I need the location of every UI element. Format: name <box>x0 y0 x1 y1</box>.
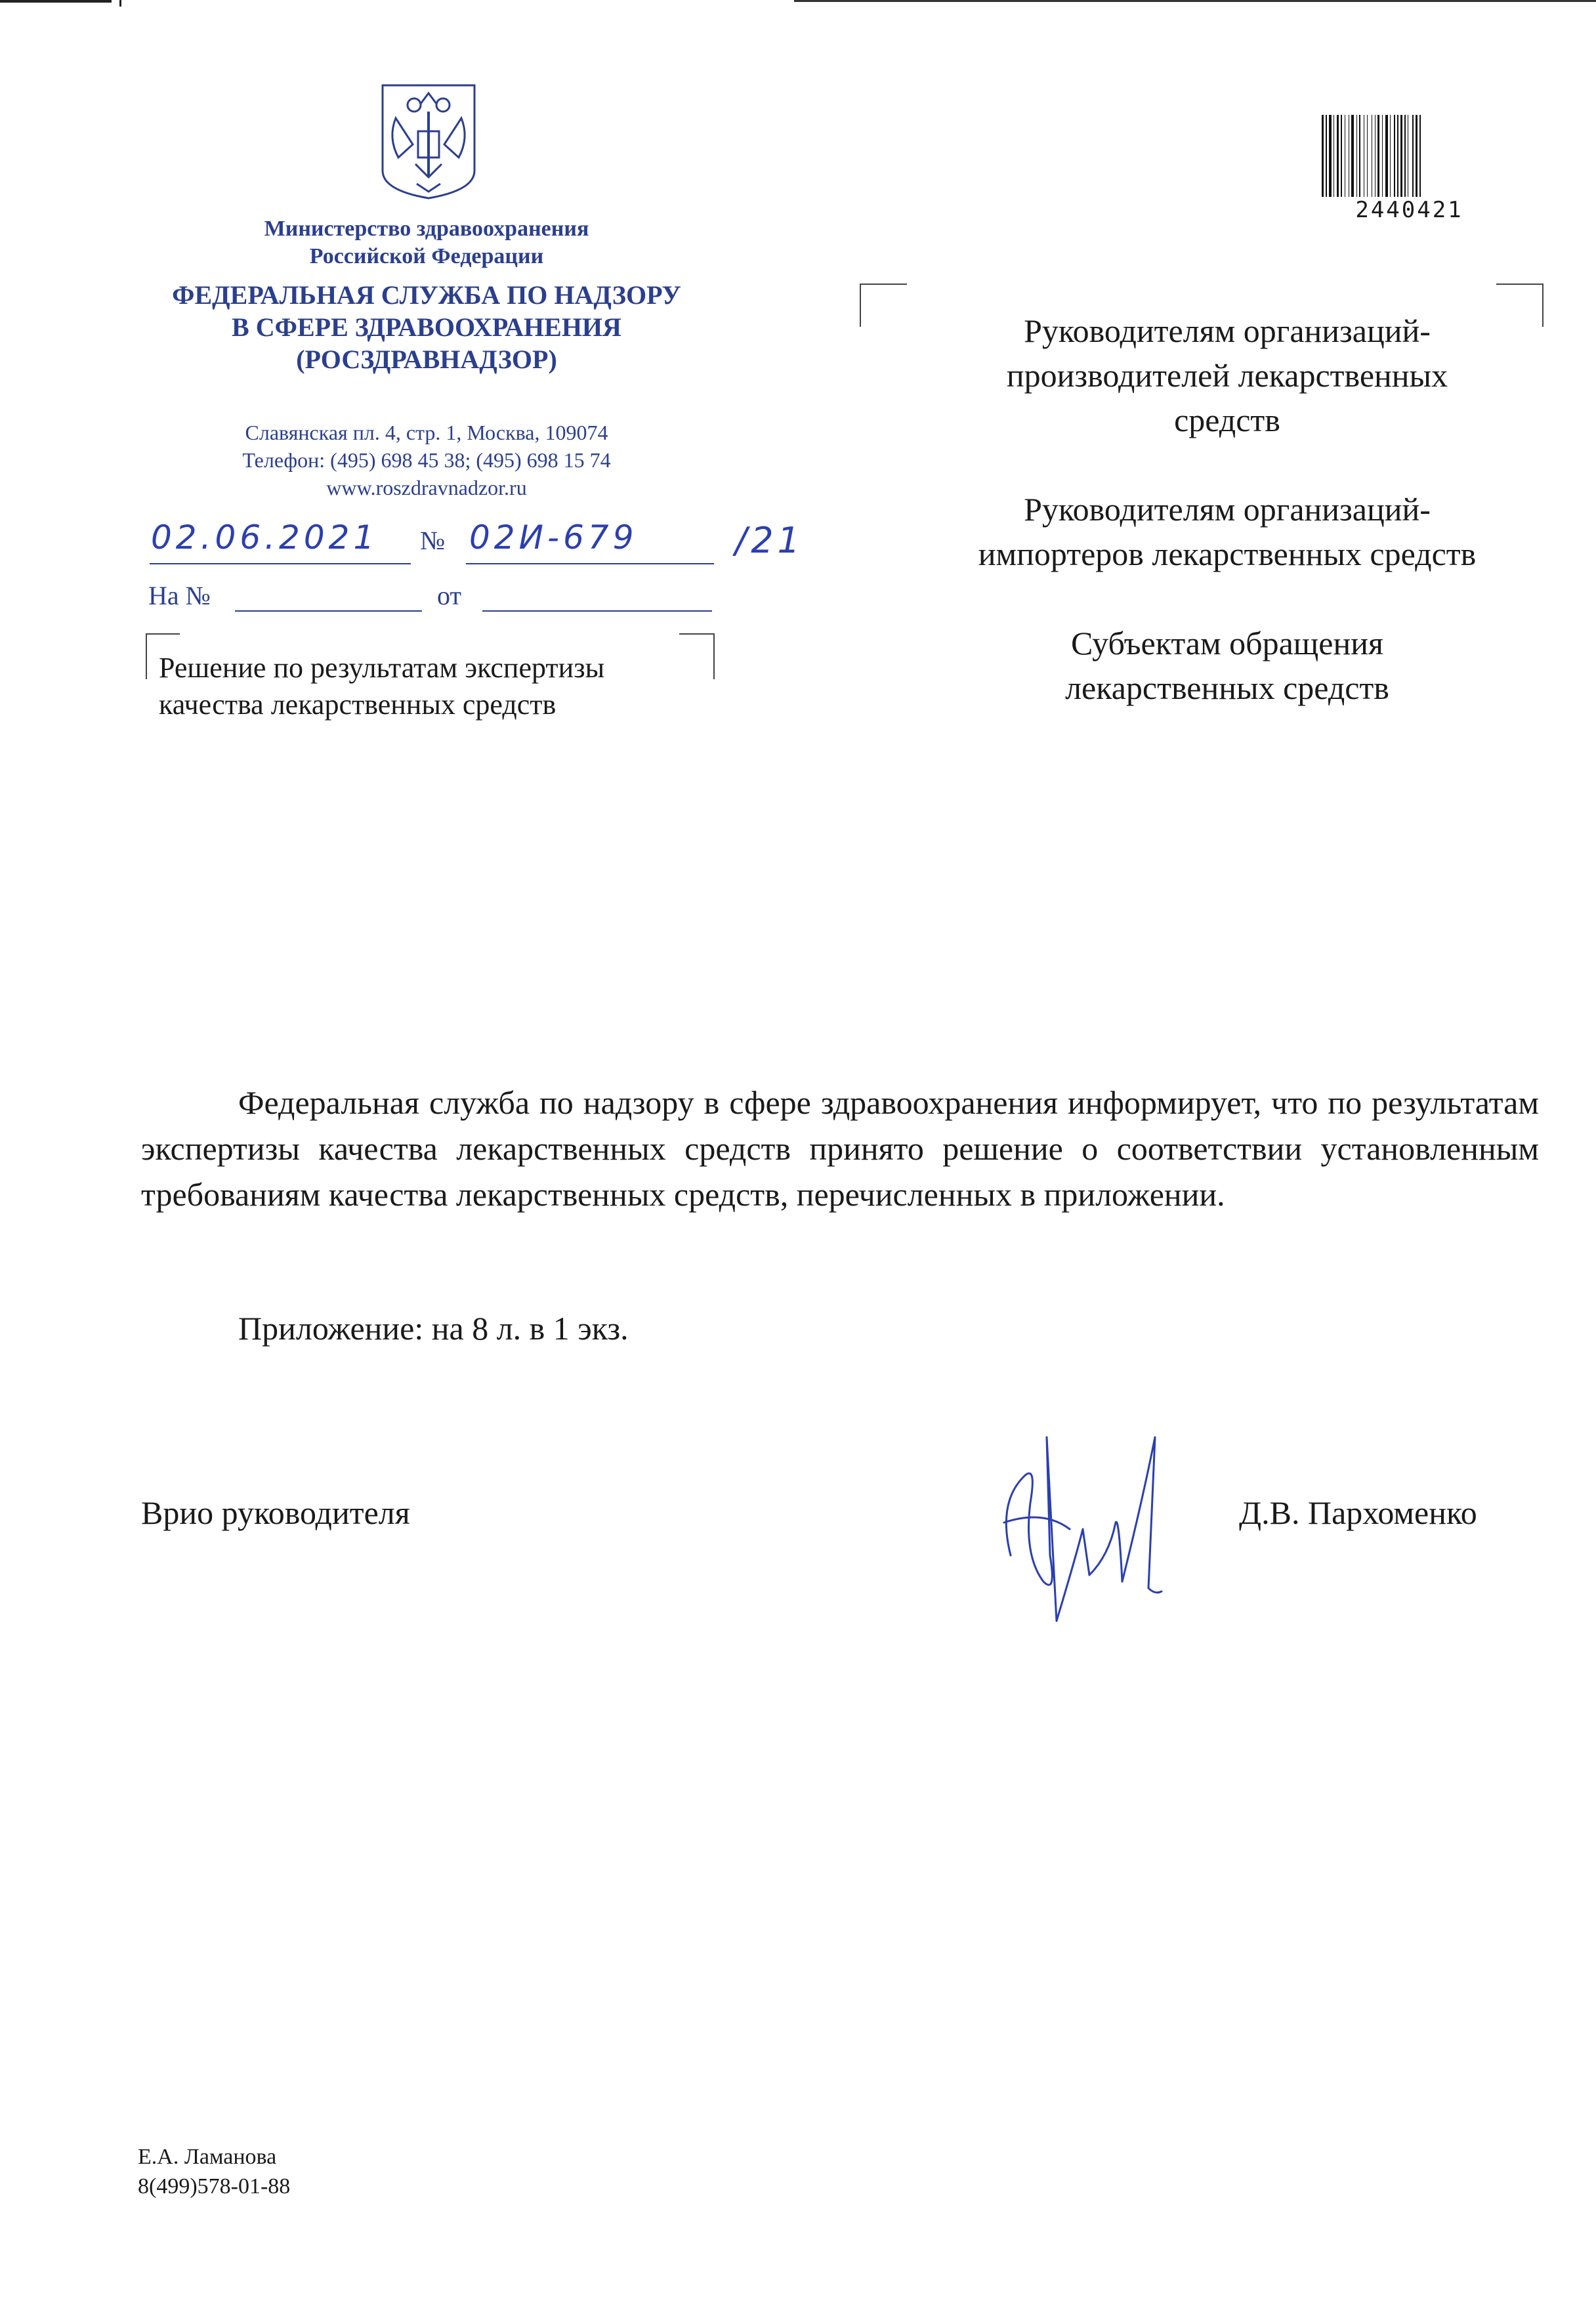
addressee-line: лекарственных средств <box>1065 669 1389 706</box>
scan-edge-line <box>794 0 1596 2</box>
barcode-bar <box>1416 115 1418 197</box>
website: www.roszdravnadzor.ru <box>326 476 527 499</box>
addressee-line: средств <box>1174 402 1280 438</box>
body-paragraph: Федеральная служба по надзору в сфере здравоохранения информирует, что по результатам экспертизы качества лекарственных средств принято решение о соответствии установленным требованиям качества лекарственных средств, перечисленных в приложении. <box>141 1084 1539 1213</box>
coat-of-arms-icon <box>376 79 481 202</box>
barcode-bar <box>1351 115 1354 197</box>
number-underline <box>466 563 714 564</box>
subject-bracket-right <box>679 633 715 679</box>
barcode-bar <box>1341 115 1342 197</box>
number-sign: № <box>420 526 446 555</box>
barcode-bar <box>1356 115 1357 197</box>
barcode-bar <box>1394 115 1395 197</box>
registration-number: 02И-679 <box>469 518 638 557</box>
contact-block <box>118 419 735 501</box>
addressee <box>899 621 1555 710</box>
registration-number-suffix: /21 <box>735 520 804 561</box>
barcode-bar <box>1390 115 1391 197</box>
barcode-bar <box>1359 115 1360 197</box>
reply-number-line <box>235 610 422 612</box>
phone: Телефон: (495) 698 45 38; (495) 698 15 74 <box>242 448 611 472</box>
service-line: (РОСЗДРАВНАДЗОР) <box>296 345 557 374</box>
addressee-line: Субъектам обращения <box>1071 625 1383 662</box>
signatory-name: Д.В. Пархоменко <box>1239 1494 1477 1531</box>
executor-phone: 8(499)578-01-88 <box>138 2174 291 2198</box>
barcode-bar <box>1375 115 1376 197</box>
barcode-bar <box>1329 115 1332 197</box>
barcode-bar <box>1326 115 1327 197</box>
ministry-line: Министерство здравоохранения <box>264 217 589 241</box>
barcode-bar <box>1419 115 1421 197</box>
barcode-bar <box>1337 115 1339 197</box>
ministry-line: Российской Федерации <box>309 244 544 268</box>
reply-date-line <box>482 610 712 612</box>
barcode-bar <box>1377 115 1379 197</box>
scan-edge-tick <box>119 0 121 7</box>
barcode-bar <box>1322 115 1324 197</box>
service-line: В СФЕРЕ ЗДРАВООХРАНЕНИЯ <box>232 312 621 342</box>
addressee <box>899 308 1555 442</box>
barcode-number: 2440421 <box>1355 197 1463 223</box>
service-name <box>118 279 735 375</box>
addressee-line: импортеров лекарственных средств <box>978 536 1477 572</box>
barcode <box>1320 115 1488 200</box>
address: Славянская пл. 4, стр. 1, Москва, 109074 <box>245 421 608 444</box>
barcode-bar <box>1397 115 1398 197</box>
signatory-position: Врио руководителя <box>141 1494 410 1531</box>
barcode-bar <box>1400 115 1402 197</box>
subject <box>159 650 604 723</box>
scan-edge-line <box>0 0 112 3</box>
subject-line: качества лекарственных средств <box>159 688 556 721</box>
addressee-line: Руководителям организаций- <box>1024 491 1431 528</box>
reply-from-label: от <box>437 581 461 610</box>
ministry-name <box>118 215 735 270</box>
service-line: ФЕДЕРАЛЬНАЯ СЛУЖБА ПО НАДЗОРУ <box>172 280 681 310</box>
reply-number-label: На № <box>148 581 211 610</box>
barcode-bar <box>1385 115 1388 197</box>
subject-line: Решение по результатам экспертизы <box>159 652 605 684</box>
addressee-line: производителей лекарственных <box>1006 357 1448 394</box>
registration-date: 02.06.2021 <box>151 518 379 557</box>
executor-name: Е.А. Ламанова <box>138 2145 277 2169</box>
addressee-line: Руководителям организаций- <box>1024 312 1431 349</box>
barcode-bar <box>1404 115 1406 197</box>
barcode-bar <box>1367 115 1368 197</box>
barcode-bar <box>1412 115 1414 197</box>
addressee-block <box>899 308 1555 755</box>
date-underline <box>150 563 411 564</box>
handwritten-signature <box>984 1424 1175 1641</box>
barcode-bar <box>1382 115 1383 197</box>
addressee <box>899 487 1555 576</box>
appendix-note: Приложение: на 8 л. в 1 экз. <box>238 1310 629 1347</box>
